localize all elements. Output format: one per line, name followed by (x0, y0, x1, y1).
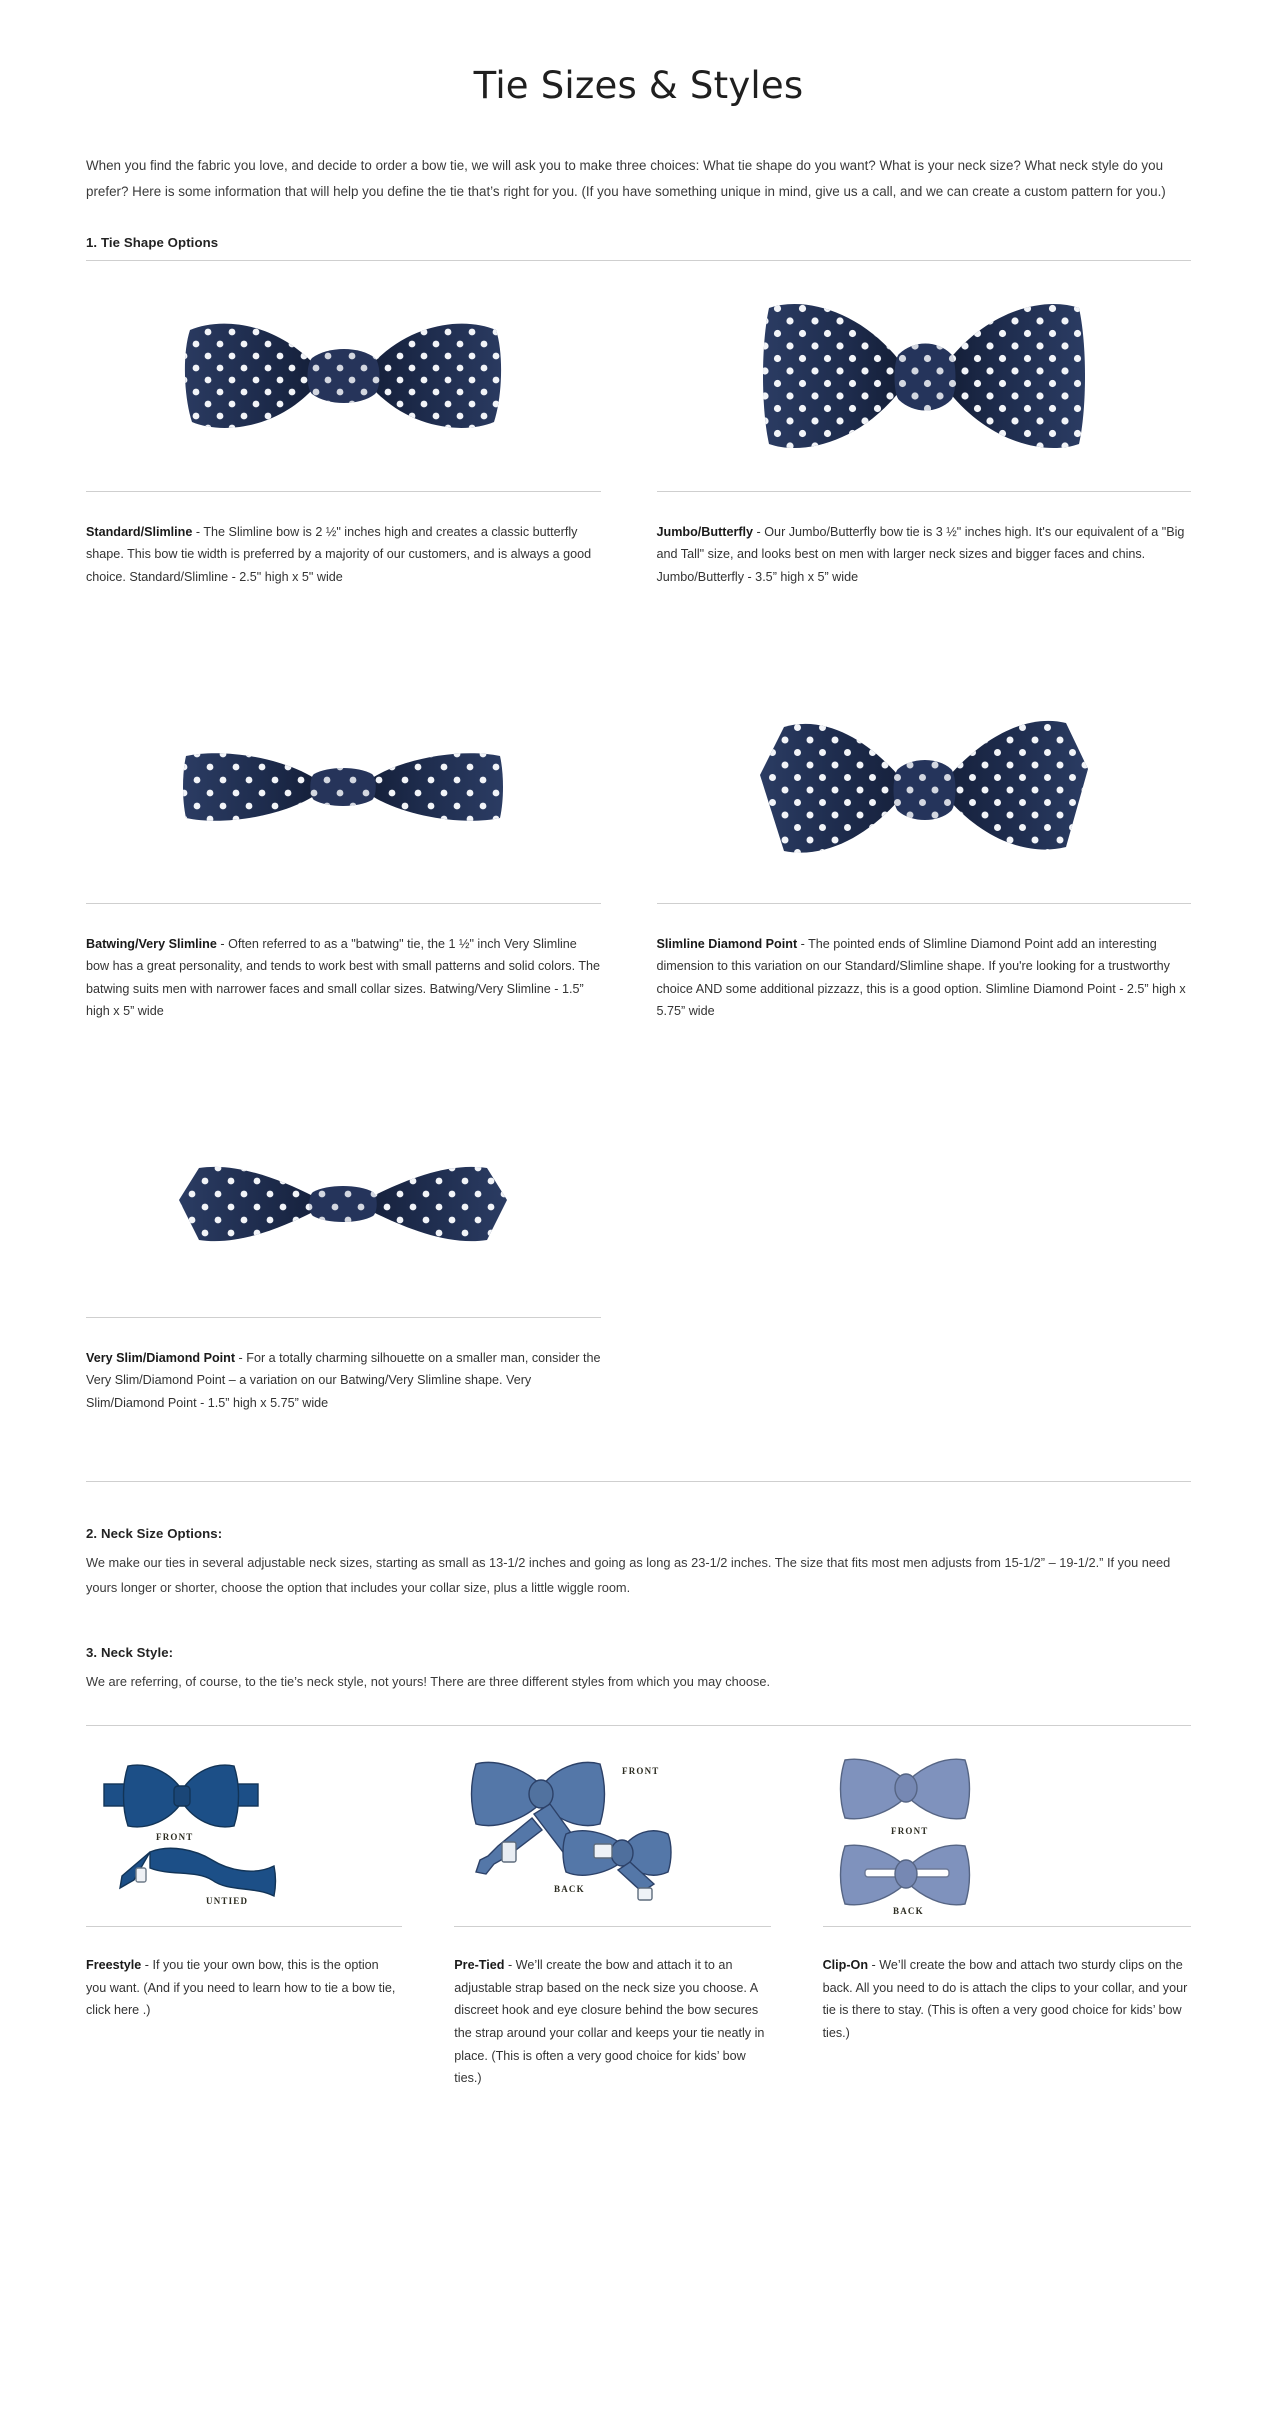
section-neck-style (86, 1645, 1191, 1695)
clipon-image (823, 1752, 1191, 1914)
neck-style-body: We are referring, of course, to the tie’s neck style, not yours! There are three different styles from which you may choose. (86, 1674, 771, 1690)
dash: - (753, 524, 765, 539)
bowtie-very-slim-diamond-point-icon (173, 1148, 513, 1258)
divider (454, 1926, 770, 1927)
content-container (86, 0, 1191, 2162)
neck-style-card-freestyle (86, 1736, 454, 2102)
standard-slimline-image (86, 279, 601, 475)
bowtie-clipon-icon (823, 1752, 1033, 1914)
very-slim-diamond-point-name: Very Slim/Diamond Point (86, 1350, 236, 1365)
divider (86, 1481, 1191, 1482)
batwing-image (86, 691, 601, 887)
dash: - (504, 1957, 516, 1972)
pretied-description (454, 1940, 770, 2090)
clipon-body: We’ll create the bow and attach two sturdy clips on the back. All you need to do is attach the clips to your collar, and your tie is there to stay. (This is often a very good choice for kids’ bow ties.) (822, 1957, 1188, 2040)
freestyle-label-front: FRONT (156, 1832, 194, 1843)
tie-shape-row-1 (86, 261, 1191, 621)
divider (86, 1317, 601, 1318)
bowtie-pretied-icon (454, 1752, 724, 1914)
very-slim-diamond-point-body: For a totally charming silhouette on a smaller man, consider the Very Slim/Diamond Point – a variation on our Batwing/Very Slimline shape. Very Slim/Diamond Point - 1.5” high x 5.75” wide (86, 1350, 601, 1410)
section-neck-size (86, 1526, 1191, 1601)
dash: - (141, 1957, 153, 1972)
pretied-label-back: BACK (554, 1884, 586, 1895)
section-heading-neck-style: 3. Neck Style: (86, 1645, 174, 1661)
clipon-label-back: BACK (892, 1906, 924, 1915)
slimline-diamond-point-image (657, 691, 1192, 887)
spacer (86, 1447, 1191, 1481)
jumbo-butterfly-image (657, 279, 1192, 475)
divider (86, 491, 601, 492)
standard-slimline-name: Standard/Slimline (86, 524, 193, 539)
divider (657, 903, 1192, 904)
bowtie-freestyle-icon (86, 1752, 346, 1914)
divider (657, 491, 1192, 492)
tie-shape-card-batwing (86, 673, 639, 1035)
pretied-label-front: FRONT (622, 1766, 660, 1777)
very-slim-diamond-point-image (86, 1105, 601, 1301)
divider (86, 1926, 402, 1927)
freestyle-label-untied: UNTIED (206, 1896, 249, 1907)
dash: - (216, 937, 229, 952)
bowtie-slimline-diamond-point-icon (754, 709, 1094, 869)
dash: - (797, 937, 809, 952)
tie-shape-card-very-slim-diamond-point (86, 1087, 639, 1447)
neck-style-card-pretied (454, 1736, 822, 2102)
tie-shape-row-3 (86, 1087, 1191, 1447)
dash: - (235, 1350, 247, 1365)
spacer (86, 621, 1191, 673)
bowtie-jumbo-butterfly-icon (759, 290, 1089, 465)
neck-style-grid (86, 1736, 1191, 2102)
pretied-body: We’ll create the bow and attach it to an adjustable strap based on the neck size you choose. A discreet hook and eye closure behind the bow secures the strap around your collar and keeps your tie neatly in place. (This is often a very good choice for kids’ bow ties.) (454, 1957, 765, 2086)
dash: - (868, 1957, 880, 1972)
clipon-name: Clip-On (822, 1957, 869, 1972)
bowtie-batwing-icon (178, 734, 508, 844)
page-title: Tie Sizes & Styles (473, 64, 804, 107)
pretied-name: Pre-Tied (454, 1957, 505, 1972)
batwing-name: Batwing/Very Slimline (86, 937, 217, 952)
tie-shape-card-standard-slimline (86, 261, 639, 621)
neck-size-body: We make our ties in several adjustable neck sizes, starting as small as 13-1/2 inches and going as long as 23-1/2 inches. The size that fits most men adjusts from 15-1/2” – 19-1/2.” If you need yours longer or shorter, choose the option that includes your collar size, plus a little wiggle room. (86, 1555, 1171, 1596)
spacer (86, 1695, 1191, 1725)
tie-shape-empty-slot (639, 1087, 1192, 1447)
freestyle-description (86, 1940, 402, 2022)
spacer (86, 1035, 1191, 1087)
section-heading-neck-size: 2. Neck Size Options: (86, 1526, 223, 1542)
freestyle-image (86, 1752, 402, 1914)
tie-shape-row-2 (86, 673, 1191, 1035)
slimline-diamond-point-body: The pointed ends of Slimline Diamond Point add an interesting dimension to this variation on our Standard/Slimline shape. If you're looking for a trustworthy choice AND some additional pizzazz, this is a good option. Slimline Diamond Point - 2.5” high x 5.75” wide (656, 937, 1186, 1019)
section-heading-tie-shape: 1. Tie Shape Options (86, 235, 219, 251)
tie-shape-card-slimline-diamond-point (639, 673, 1192, 1035)
divider (86, 1725, 1191, 1726)
neck-style-card-clipon (823, 1736, 1191, 2102)
standard-slimline-body: The Slimline bow is 2 ½" inches high and creates a classic butterfly shape. This bow tie width is preferred by a majority of our customers, and is always a good choice. Standard/Slimline - 2.5" high x 5" wide (86, 524, 592, 584)
clipon-description (823, 1940, 1191, 2045)
jumbo-butterfly-body: Our Jumbo/Butterfly bow tie is 3 ½" inches high. It's our equivalent of a "Big and Tall" size, and looks best on men with larger neck sizes and bigger faces and chins. Jumbo/Butterfly - 3.5” high x 5” wide (656, 524, 1185, 584)
jumbo-butterfly-description (657, 505, 1192, 609)
intro-paragraph: When you find the fabric you love, and decide to order a bow tie, we will ask you to make three choices: What tie shape do you want? What is your neck size? What neck style do you prefer? Here is some information that will help you define the tie that’s right for you. (If you have something unique in mind, give us a call, and we can create a custom pattern for you.) (86, 158, 1166, 200)
batwing-description (86, 917, 601, 1023)
jumbo-butterfly-name: Jumbo/Butterfly (656, 524, 754, 539)
dash: - (192, 524, 204, 539)
spacer (86, 2102, 1191, 2162)
divider (86, 903, 601, 904)
clipon-label-front: FRONT (890, 1826, 929, 1837)
pretied-image (454, 1752, 770, 1914)
very-slim-diamond-point-description (86, 1331, 601, 1435)
freestyle-body: If you tie your own bow, this is the option you want. (And if you need to learn how to tie a bow tie, click here .) (86, 1957, 396, 2018)
standard-slimline-description (86, 505, 601, 609)
tie-shape-card-jumbo-butterfly (639, 261, 1192, 621)
freestyle-name: Freestyle (86, 1957, 142, 1972)
bowtie-standard-slimline-icon (178, 302, 508, 452)
divider (823, 1926, 1191, 1927)
batwing-body: Often referred to as a "batwing" tie, the 1 ½" inch Very Slimline bow has a great personality, and tends to work best with small patterns and solid colors. The batwing suits men with narrower faces and small collar sizes. Batwing/Very Slimline - 1.5” high x 5” wide (86, 937, 601, 1019)
slimline-diamond-point-description (657, 917, 1192, 1023)
slimline-diamond-point-name: Slimline Diamond Point (656, 937, 798, 952)
